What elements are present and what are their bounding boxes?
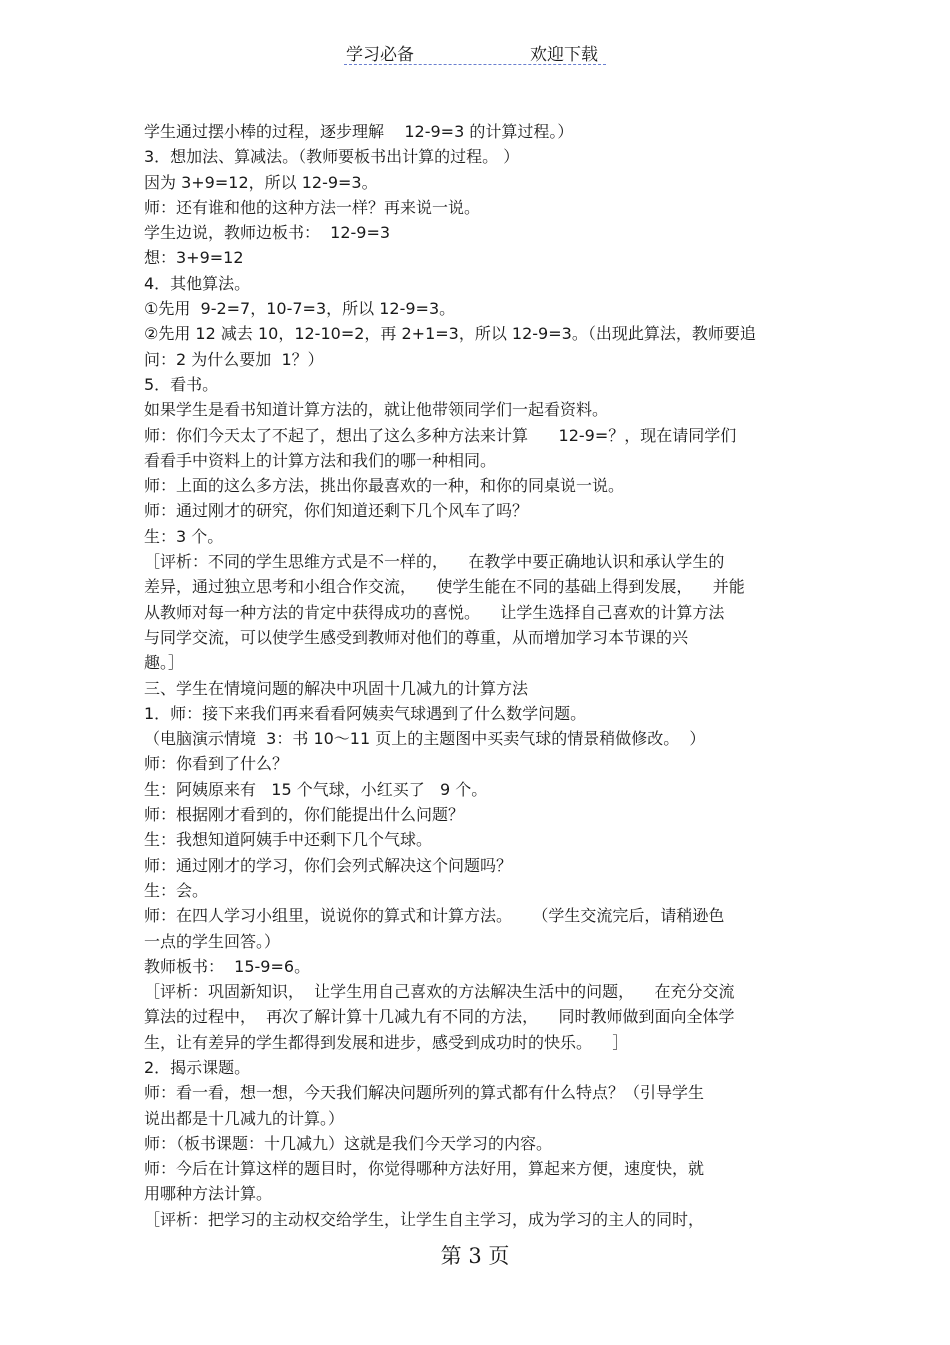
text-line: 差异，通过独立思考和小组合作交流， 使学生能在不同的基础上得到发展， 并能	[144, 577, 745, 597]
text-line: ［评析：巩固新知识， 让学生用自己喜欢的方法解决生活中的问题， 在充分交流	[144, 982, 735, 1002]
text-line: 1．师：接下来我们再来看看阿姨卖气球遇到了什么数学问题。	[144, 703, 587, 723]
text-line: 学生通过摆小棒的过程，逐步理解 12-9=3 的计算过程。）	[144, 122, 574, 141]
text-line: 生，让有差异的学生都得到发展和进步，感受到成功时的快乐。 ］	[144, 1032, 629, 1052]
text-line: 趣。］	[144, 653, 185, 673]
text-line: 因为 3+9=12，所以 12-9=3。	[144, 172, 378, 192]
text-line: 算法的过程中， 再次了解计算十几减九有不同的方法， 同时教师做到面向全体学	[144, 1007, 735, 1027]
text-line: 生：阿姨原来有 15 个气球，小红买了 9 个。	[144, 779, 488, 799]
text-line: 生：3 个。	[144, 526, 224, 546]
text-line: ［评析：不同的学生思维方式是不一样的， 在教学中要正确地认识和承认学生的	[144, 552, 725, 572]
text-line: 一点的学生回答。）	[144, 931, 281, 951]
text-line: 2．揭示课题。	[144, 1057, 251, 1077]
text-line: 师：今后在计算这样的题目时，你觉得哪种方法好用，算起来方便，速度快，就	[144, 1159, 705, 1179]
text-line: 说出都是十几减九的计算。）	[144, 1108, 345, 1128]
text-line: ②先用 12 减去 10，12-10=2，再 2+1=3，所以 12-9=3。（出现此算法，教师要追	[144, 324, 756, 344]
text-line: 生：我想知道阿姨手中还剩下几个气球。	[144, 830, 433, 850]
text-line: 三、学生在情境问题的解决中巩固十几减九的计算方法	[144, 678, 529, 698]
text-line: ［评析：把学习的主动权交给学生，让学生自主学习，成为学习的主人的同时，	[144, 1209, 705, 1229]
text-line: 3．想加法、算减法。（教师要板书出计算的过程。 ）	[144, 147, 520, 167]
page-number: 第 3 页	[440, 1244, 510, 1268]
text-line: 4．其他算法。	[144, 273, 251, 293]
text-line: 与同学交流，可以使学生感受到教师对他们的尊重，从而增加学习本节课的兴	[144, 627, 689, 647]
text-line: 师：看一看，想一想，今天我们解决问题所列的算式都有什么特点？（引导学生	[144, 1083, 705, 1103]
text-line: 学生边说，教师边板书： 12-9=3	[144, 223, 391, 243]
text-line: 想：3+9=12	[144, 248, 244, 268]
text-line: 如果学生是看书知道计算方法的，就让他带领同学们一起看资料。	[144, 400, 609, 420]
text-line: 从教师对每一种方法的肯定中获得成功的喜悦。 让学生选择自己喜欢的计算方法	[144, 602, 725, 622]
text-line: 问：2 为什么要加 1？）	[144, 349, 324, 369]
text-line: 用哪种方法计算。	[144, 1184, 273, 1204]
text-line: 生：会。	[144, 880, 209, 900]
text-line: 看看手中资料上的计算方法和我们的哪一种相同。	[144, 450, 497, 470]
text-line: 师：通过刚才的研究，你们知道还剩下几个风车了吗？	[144, 501, 529, 521]
header-dashed-rule	[344, 64, 606, 65]
text-line: 师：上面的这么多方法，挑出你最喜欢的一种，和你的同桌说一说。	[144, 476, 625, 496]
text-line: 教师板书： 15-9=6。	[144, 956, 311, 976]
text-line: 师：根据刚才看到的，你们能提出什么问题？	[144, 805, 465, 825]
text-line: 师：通过刚才的学习，你们会列式解决这个问题吗？	[144, 855, 513, 875]
header-right-text: 欢迎下载	[530, 45, 598, 65]
header-left-text: 学习必备	[346, 45, 414, 65]
text-line: 师：你们今天太了不起了，想出了这么多种方法来计算 12-9=？，现在请同学们	[144, 425, 737, 445]
document-body	[144, 119, 814, 1232]
page-header	[0, 40, 950, 70]
text-line: （电脑演示情境 3：书 10～11 页上的主题图中买卖气球的情景稍做修改。 ）	[144, 729, 706, 749]
text-line: 师：你看到了什么？	[144, 754, 289, 774]
text-line: 师：在四人学习小组里，说说你的算式和计算方法。 （学生交流完后，请稍逊色	[144, 906, 725, 926]
text-line: 5．看书。	[144, 374, 219, 394]
text-line: 师：还有谁和他的这种方法一样？再来说一说。	[144, 197, 481, 217]
text-line: 师：（板书课题：十几减九）这就是我们今天学习的内容。	[144, 1133, 553, 1153]
text-line: ①先用 9-2=7，10-7=3，所以 12-9=3。	[144, 299, 456, 319]
